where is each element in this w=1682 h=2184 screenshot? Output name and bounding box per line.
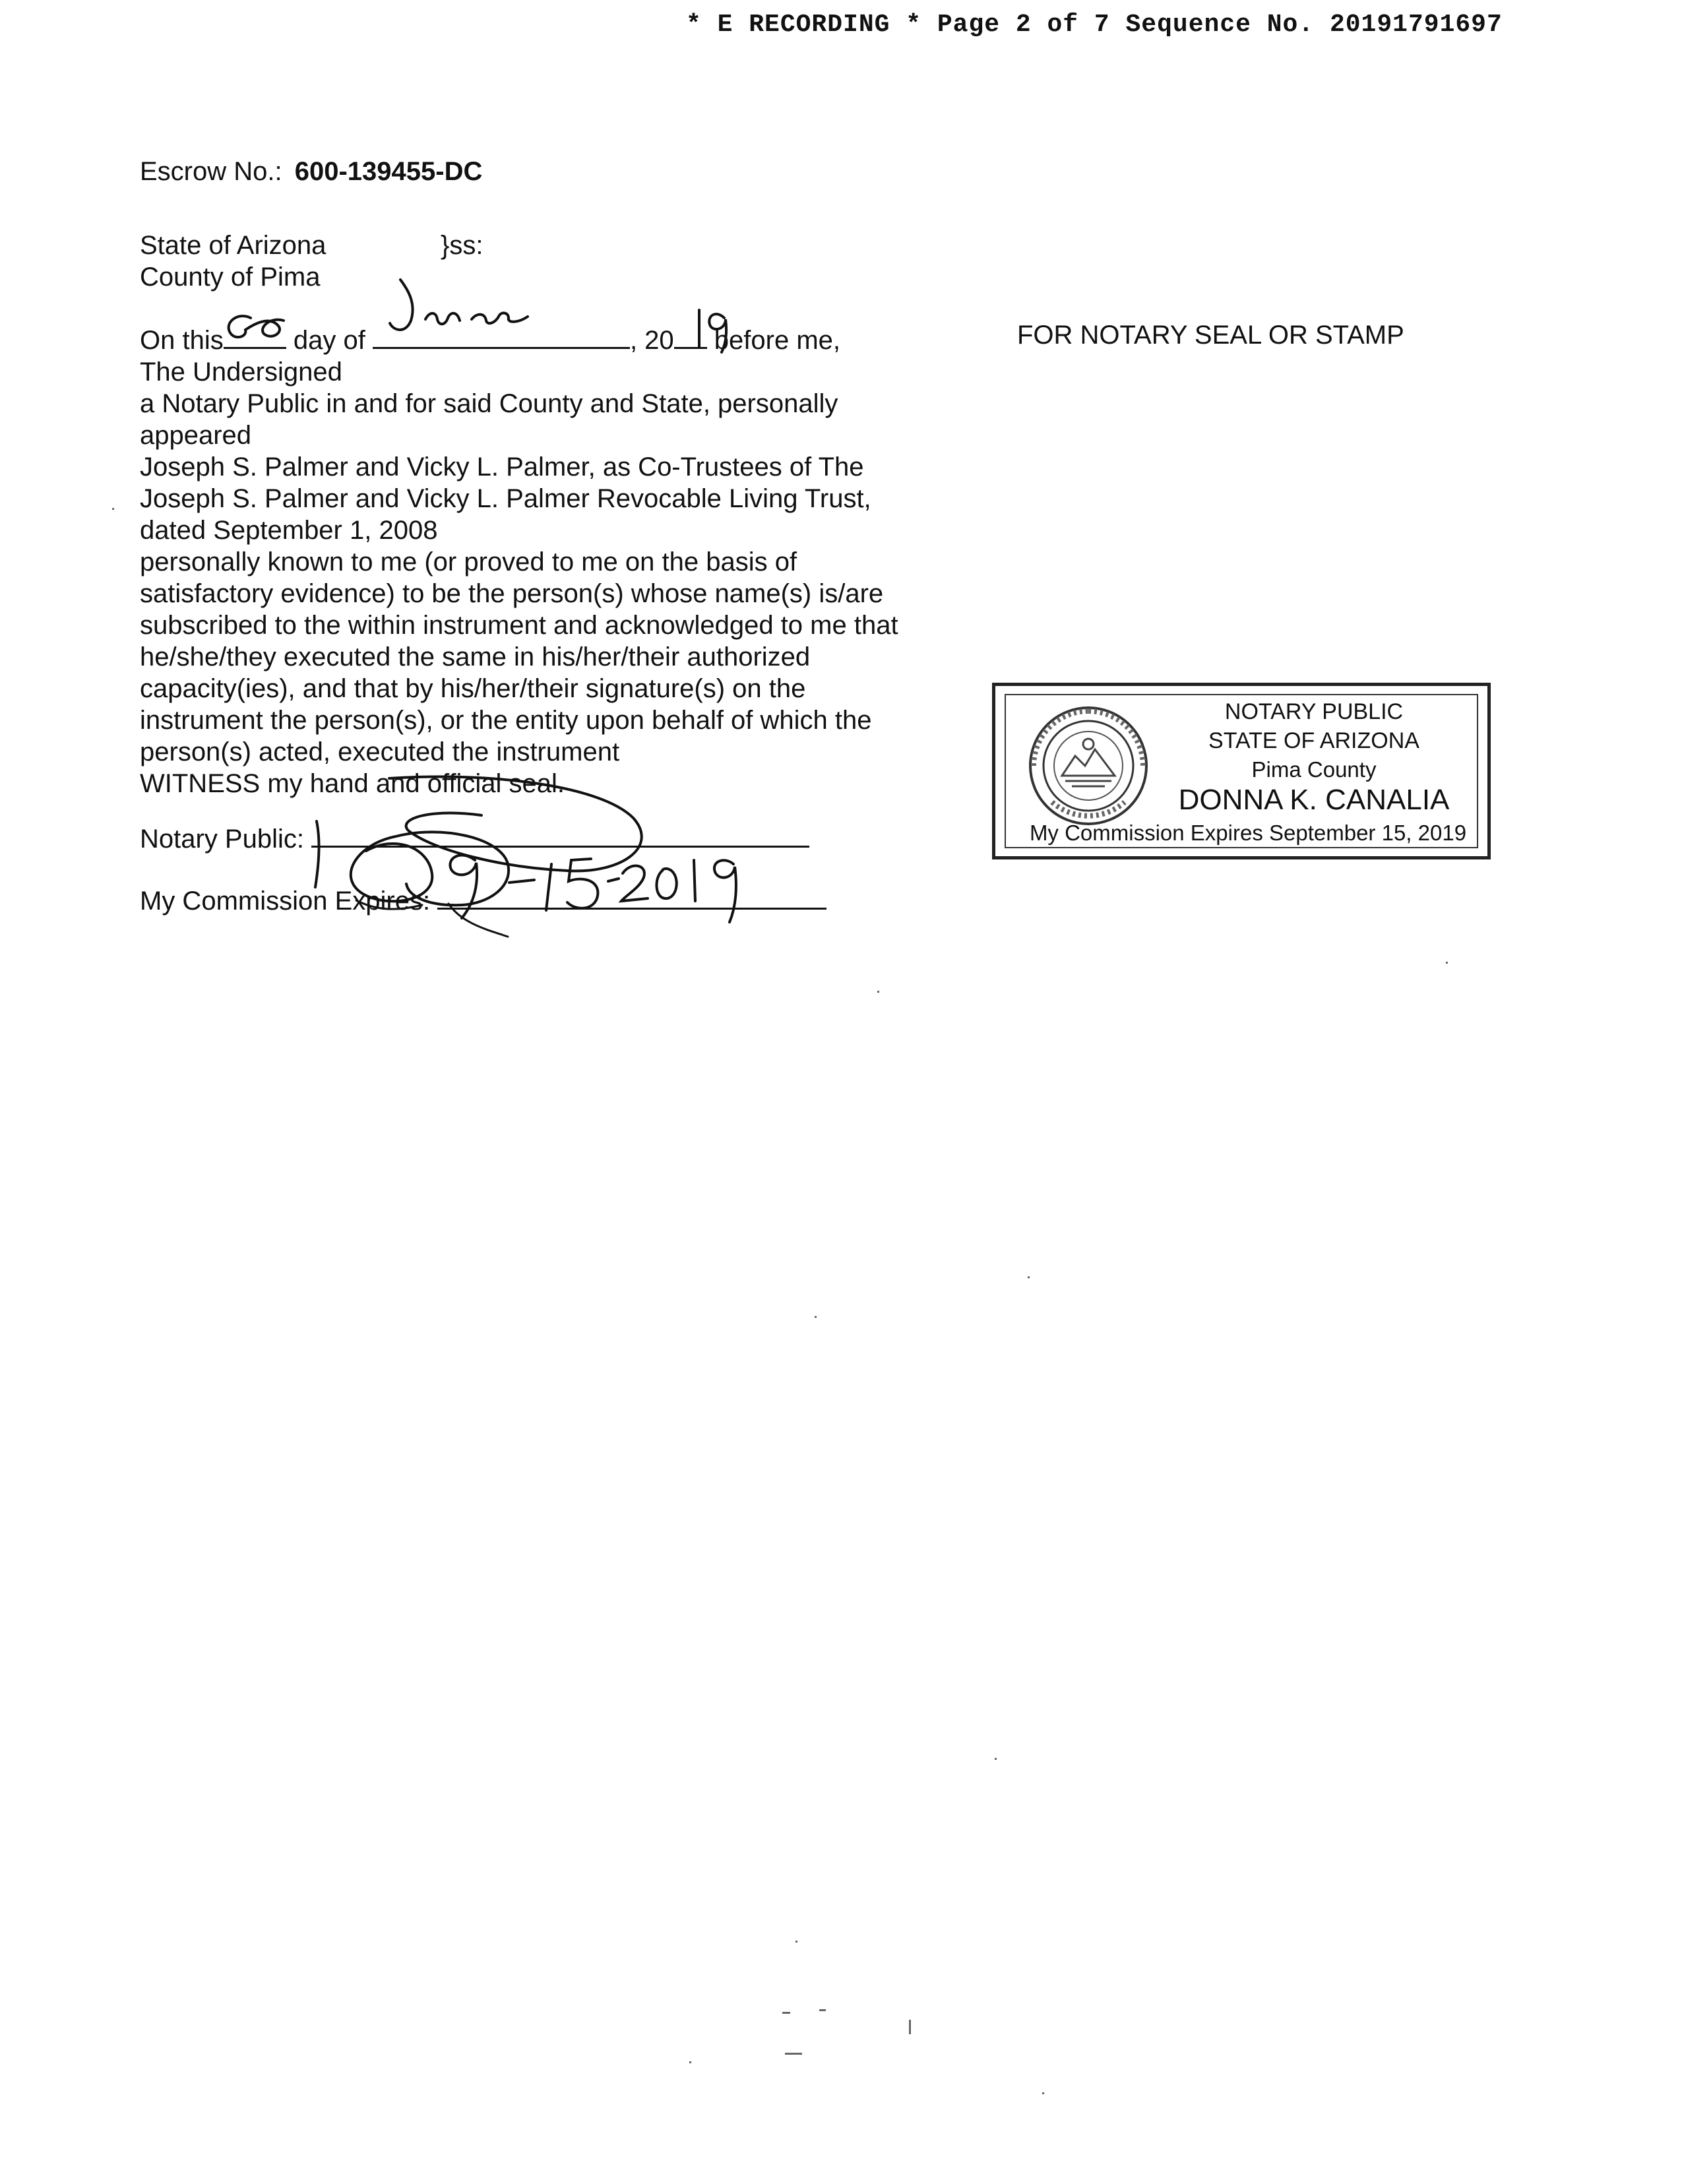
state-seal-icon (1026, 703, 1151, 828)
notary-public-label: Notary Public: (140, 825, 304, 854)
acknowledgment-date-line (140, 323, 840, 356)
body-line: appeared (140, 421, 252, 450)
scan-speck (795, 1941, 797, 1943)
year-prefix-text: , 20 (629, 326, 674, 355)
stamp-commission-expires: My Commission Expires September 15, 2019 (1029, 821, 1467, 845)
year-blank (674, 323, 707, 349)
month-blank (373, 323, 630, 349)
escrow-label: Escrow No.: (140, 157, 282, 186)
body-line: capacity(ies), and that by his/her/their signature(s) on the (140, 674, 806, 703)
body-line: person(s) acted, executed the instrument (140, 737, 620, 766)
scan-speck (909, 2020, 911, 2034)
scan-speck (1028, 1276, 1030, 1278)
stamp-title: NOTARY PUBLIC (1224, 699, 1404, 724)
scan-speck (819, 2009, 826, 2011)
scan-speck (1042, 2092, 1044, 2094)
scan-speck (877, 991, 879, 993)
body-line: WITNESS my hand and official seal. (140, 769, 565, 798)
escrow-number: 600-139455-DC (294, 157, 483, 186)
on-this-text: On this (140, 326, 224, 355)
commission-line (140, 884, 826, 917)
scan-speck (1446, 962, 1448, 964)
notary-stamp-inner-border (1005, 694, 1478, 848)
recording-header: * E RECORDING * Page 2 of 7 Sequence No. 20191791697 (686, 11, 1503, 39)
scan-speck (815, 1316, 817, 1318)
scan-speck (995, 1758, 997, 1760)
body-line: subscribed to the within instrument and acknowledged to me that (140, 611, 898, 640)
body-line: The Undersigned (140, 358, 342, 387)
body-line: a Notary Public in and for said County and State, personally (140, 389, 838, 418)
body-line: instrument the person(s), or the entity upon behalf of which the (140, 706, 872, 735)
body-line: Joseph S. Palmer and Vicky L. Palmer Revocable Living Trust, (140, 484, 871, 513)
escrow-line (140, 156, 482, 187)
notary-public-line (140, 822, 809, 855)
body-line: satisfactory evidence) to be the person(s) whose name(s) is/are (140, 579, 884, 608)
scan-speck (785, 2053, 802, 2055)
commission-blank (437, 884, 826, 910)
scan-speck (112, 508, 114, 510)
notary-signature-blank (311, 822, 809, 848)
body-line: Joseph S. Palmer and Vicky L. Palmer, as Co-Trustees of The (140, 452, 864, 482)
scan-speck (782, 2012, 790, 2014)
notary-stamp (992, 683, 1491, 859)
venue-state: State of Arizona (140, 231, 327, 260)
acknowledgment-body (140, 356, 898, 799)
day-blank (224, 323, 286, 349)
before-me-text: before me, (714, 326, 840, 355)
scan-speck (689, 2061, 691, 2063)
seal-area-label: FOR NOTARY SEAL OR STAMP (1017, 321, 1404, 350)
commission-label: My Commission Expires: (140, 887, 431, 916)
stamp-state: STATE OF ARIZONA (1208, 728, 1419, 753)
body-line: he/she/they executed the same in his/her/their authorized (140, 642, 811, 671)
venue-ss: }ss: (441, 231, 483, 260)
body-line: dated September 1, 2008 (140, 516, 438, 545)
stamp-notary-name: DONNA K. CANALIA (1178, 784, 1450, 816)
day-of-text: day of (293, 326, 365, 355)
venue-county: County of Pima (140, 263, 321, 292)
stamp-county: Pima County (1251, 757, 1377, 782)
body-line: personally known to me (or proved to me on the basis of (140, 547, 797, 577)
